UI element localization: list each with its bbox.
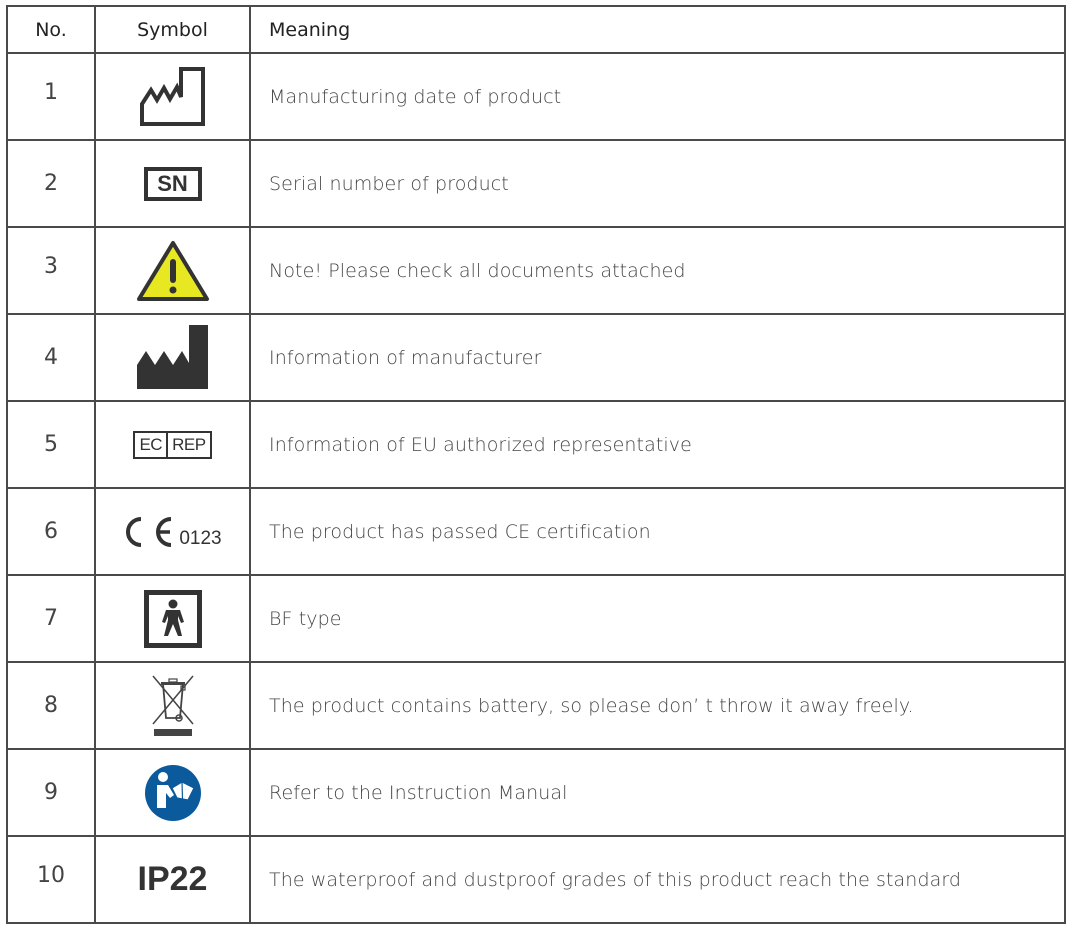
serial-number-icon: SN xyxy=(144,167,202,201)
header-symbol: Symbol xyxy=(95,6,250,53)
row-number: 1 xyxy=(7,53,95,140)
table-row xyxy=(7,227,1065,314)
table-row xyxy=(7,53,1065,140)
meaning-text: Information of EU authorized representative xyxy=(250,401,1065,488)
meaning-text: Refer to the Instruction Manual xyxy=(250,749,1065,836)
row-number: 7 xyxy=(7,575,95,662)
table-row xyxy=(7,836,1065,923)
weee-crossed-bin-icon xyxy=(149,674,197,738)
table-row xyxy=(7,488,1065,575)
instruction-manual-icon xyxy=(144,764,202,822)
symbol-table xyxy=(6,5,1066,924)
table-row xyxy=(7,401,1065,488)
header-row xyxy=(7,6,1065,53)
meaning-text: The waterproof and dustproof grades of this product reach the standard xyxy=(250,836,1065,923)
header-meaning: Meaning xyxy=(250,6,1065,53)
row-number: 2 xyxy=(7,140,95,227)
meaning-text: BF type xyxy=(250,575,1065,662)
ce-mark-icon: 0123 xyxy=(123,516,221,548)
warning-icon xyxy=(136,239,210,303)
table-row xyxy=(7,662,1065,749)
row-number: 8 xyxy=(7,662,95,749)
meaning-text: The product contains battery, so please don’ t throw it away freely. xyxy=(250,662,1065,749)
meaning-text: Serial number of product xyxy=(250,140,1065,227)
bf-type-icon xyxy=(144,590,202,648)
ec-rep-icon: EC REP xyxy=(133,431,211,459)
header-no: No. xyxy=(7,6,95,53)
meaning-text: Information of manufacturer xyxy=(250,314,1065,401)
row-number: 3 xyxy=(7,227,95,314)
row-number: 6 xyxy=(7,488,95,575)
manufacturer-icon xyxy=(137,325,209,391)
meaning-text: The product has passed CE certification xyxy=(250,488,1065,575)
table-row xyxy=(7,314,1065,401)
table-row xyxy=(7,575,1065,662)
meaning-text: Manufacturing date of product xyxy=(250,53,1065,140)
row-number: 10 xyxy=(7,836,95,923)
row-number: 5 xyxy=(7,401,95,488)
ip-rating-icon: IP22 xyxy=(137,860,208,898)
table-row xyxy=(7,749,1065,836)
manufacturing-date-icon xyxy=(139,66,207,128)
row-number: 4 xyxy=(7,314,95,401)
table-row xyxy=(7,140,1065,227)
row-number: 9 xyxy=(7,749,95,836)
meaning-text: Note! Please check all documents attached xyxy=(250,227,1065,314)
